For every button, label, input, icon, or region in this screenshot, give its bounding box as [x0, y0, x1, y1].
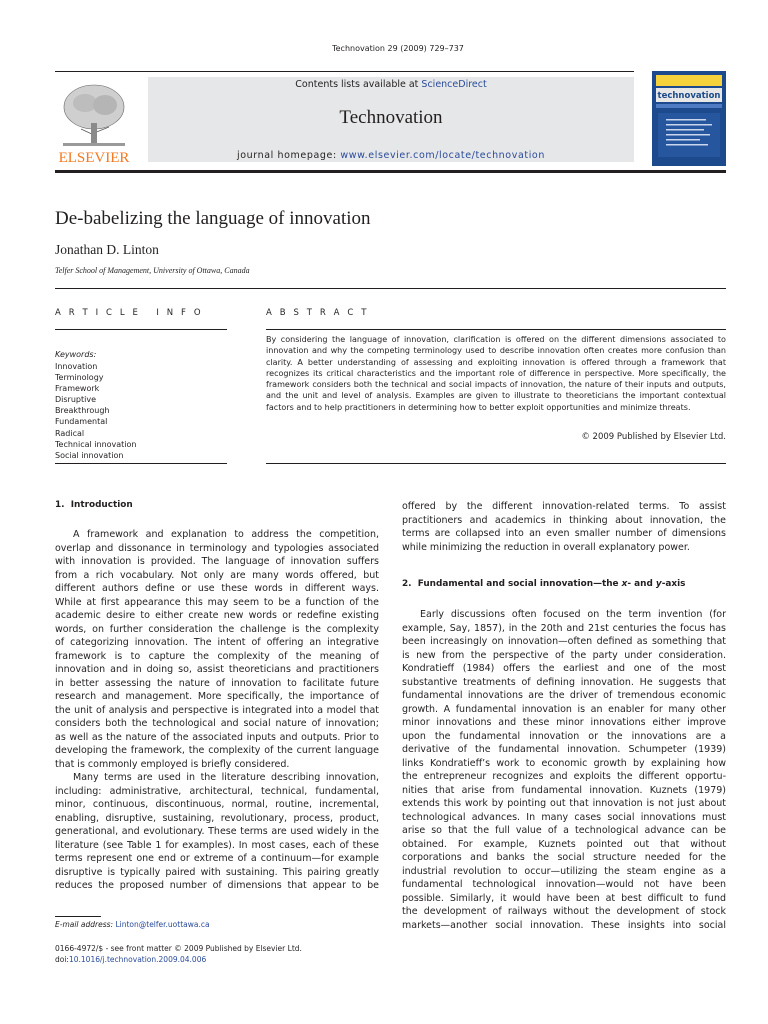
text-line: fundamental innovations are the driver of tremendous economic	[402, 690, 726, 701]
text-line: arise so that the full value of a technological advance can be	[402, 825, 726, 836]
homepage-link[interactable]: www.elsevier.com/locate/technovation	[340, 150, 545, 161]
email-label: E-mail address:	[55, 920, 116, 929]
text-line: links Kondratieff’s work to economic growth by explaining how	[402, 757, 726, 769]
text-line: been increasingly on innovation—often defined as something that	[402, 636, 726, 647]
text-line: framework is to capture the complexity of the meaning of	[55, 650, 379, 662]
doi-link[interactable]: 10.1016/j.technovation.2009.04.006	[68, 955, 207, 964]
text-line: research and management. More specifically, the importance of	[55, 691, 379, 702]
text-line: considers both the technological and social nature of innovation;	[55, 718, 379, 729]
text-line: Kondratieff (1984) offers the earliest and one of the most	[402, 663, 726, 674]
keyword-item: Fundamental	[55, 417, 108, 427]
section2-body	[402, 608, 726, 932]
email-footnote	[55, 920, 210, 929]
section-heading-introduction: 1. Introduction	[55, 500, 133, 510]
text-line: in better assessing the nature of innovation to facilitate future	[55, 677, 379, 689]
header-rule	[55, 71, 634, 72]
cover-title: technovation	[657, 91, 721, 101]
heading-part: -axis	[661, 579, 686, 589]
heading-part: - and	[627, 579, 656, 589]
text-line: upon the fundamental innovation or the innovations are a	[402, 730, 726, 742]
abstract-bottom-rule	[266, 463, 726, 464]
text-line: reduces the proposed number of dimensions that appear to be	[55, 880, 379, 891]
text-line: overlap and dissonance in terminology and typologies associated	[55, 542, 379, 554]
text-line: the entrepreneur recognizes and exploits the different opportu-	[402, 771, 726, 782]
keyword-item: Social innovation	[55, 450, 124, 460]
text-line: substantive treatments of defining innovation. He suggests that	[402, 676, 726, 688]
text-line: including: administrative, architectural, technical, fundamental,	[55, 785, 379, 797]
text-line: terms represent one end or extreme of a continuum—for example	[55, 853, 379, 864]
text-line: is new from the perspective of the party under consideration.	[402, 649, 726, 661]
elsevier-logo	[55, 77, 133, 165]
title-rule	[55, 288, 726, 289]
elsevier-wordmark: ELSEVIER	[58, 150, 130, 165]
text-line: that is commonly employed is briefly considered.	[55, 758, 290, 770]
text-line: generational, and evolutionary. These terms are used widely in the	[55, 826, 379, 837]
masthead-rule	[55, 170, 726, 173]
text-line: extends this work by pointing out that innovation is not just about	[402, 798, 726, 809]
email-link[interactable]: Linton@telfer.uottawa.ca	[115, 920, 210, 929]
author-name: Jonathan D. Linton	[55, 242, 159, 257]
text-line: A framework and explanation to address the competition,	[73, 529, 379, 540]
text-line: growth. A fundamental innovation is an enabler for many other	[402, 703, 726, 715]
journal-cover	[652, 71, 726, 166]
text-line: disruptive is typically paired with sustaining. This pairing greatly	[55, 866, 379, 878]
text-line: nities that arise from fundamental innovation. Kuznets (1979)	[402, 784, 726, 796]
text-line: Early discussions often focused on the term invention (for	[420, 609, 726, 620]
text-line: terms are collapsed into an even smaller number of dimensions	[402, 528, 726, 539]
text-line: from a rich vocabulary. Not only are many words offered, but	[55, 569, 379, 581]
keyword-item: Terminology	[55, 373, 104, 383]
text-line: technological advances. In many cases social innovations must	[402, 811, 726, 823]
text-line: example, Say, 1857), in the 20th and 21st centuries the focus has	[402, 622, 726, 634]
section-heading-fundamental-social	[402, 579, 685, 589]
footnote-rule	[55, 916, 101, 917]
keyword-item: Framework	[55, 384, 100, 394]
article-title: De-babelizing the language of innovation	[55, 208, 371, 229]
text-line: developing the framework, the complexity of the current language	[55, 745, 379, 756]
front-matter-line: 0166-4972/$ - see front matter © 2009 Published by Elsevier Ltd.	[55, 944, 302, 953]
text-line: literature (see Table 1 for examples). In most cases, each of these	[55, 839, 379, 851]
journal-name: Technovation	[339, 107, 443, 128]
journal-citation: Technovation 29 (2009) 729–737	[332, 44, 464, 53]
article-info-bottom-rule	[55, 463, 227, 464]
text-line: practitioners and academics in thinking about innovation, the	[402, 514, 726, 526]
text-line: as well as the nature of the associated inputs and outputs. Prior to	[55, 731, 379, 743]
front-matter	[55, 943, 302, 965]
article-info-heading: A R T I C L E I N F O	[55, 308, 204, 318]
contents-line	[148, 79, 634, 90]
abstract-rule	[266, 329, 726, 330]
doi-line	[55, 954, 302, 965]
contents-prefix: Contents lists available at	[295, 79, 422, 90]
heading-part: x	[621, 579, 628, 589]
sciencedirect-link[interactable]: ScienceDirect	[421, 79, 487, 90]
text-line: possible. Similarly, it would have been at best difficult to fund	[402, 892, 726, 904]
text-line: words, on further consideration the challenge is the complexity	[55, 623, 379, 635]
abstract-text: By considering the language of innovation, clarification is offered on the different dimensions associated to innovation and why the competing terminology used to describe innovation often creates more confusion than clarity. A better understanding of assessing and exploiting innovation is offered through a framework that recognizes its critical characteristics and the important role of difference in perspective. More specifically, the framework considers both the technical and social impacts of innovation, the nature of their inputs and outputs, and the unit and level of analysis. Examples are given to illustrate to theoreticians the important contextual factors and to help practitioners in determining how to better exploit opportunities and minimize threats.	[266, 335, 726, 412]
journal-homepage	[148, 150, 634, 161]
text-line: innovation and in doing so, assist theoreticians and practitioners	[55, 664, 379, 675]
text-line: Many terms are used in the literature describing innovation,	[73, 772, 379, 783]
text-line: with innovation is provided. The language of innovation suffers	[55, 556, 379, 567]
text-line: While at first appearance this may seem to be a function of the	[55, 596, 379, 608]
keyword-item: Disruptive	[55, 395, 97, 405]
text-line: minor innovations and these minor innovations either improve	[402, 717, 726, 728]
text-line: the unit of analysis and perspective is integrated into a model that	[55, 704, 379, 716]
heading-part: 2. Fundamental and social innovation—the	[402, 579, 622, 589]
text-line: corporations and banks the social structure needed for the	[402, 852, 726, 863]
keyword-item: Breakthrough	[55, 406, 110, 416]
text-line: different authors define or use these words in different ways.	[55, 583, 379, 594]
keyword-item: Radical	[55, 428, 85, 438]
keyword-list	[55, 361, 137, 461]
text-line: markets—another social innovation. These insights into social	[402, 919, 726, 931]
keyword-item: Innovation	[55, 362, 98, 371]
doi-prefix: doi:	[55, 955, 69, 964]
text-line: of categorizing innovation. The intent of offering an integrative	[55, 637, 379, 648]
text-line: enabling, disruptive, sustaining, revolutionary, process, product,	[55, 812, 379, 824]
keywords-label: Keywords:	[55, 350, 97, 359]
author-affiliation: Telfer School of Management, University of Ottawa, Canada	[55, 266, 250, 275]
text-line: fundamental technological innovation—would not have been	[402, 879, 726, 890]
abstract-copyright: © 2009 Published by Elsevier Ltd.	[581, 432, 726, 442]
introduction-body	[55, 528, 379, 893]
abstract-heading: A B S T R A C T	[266, 308, 369, 318]
text-line: obtained. For example, Kuznets pointed out that without	[402, 838, 726, 850]
text-line: offered by the different innovation-related terms. To assist	[402, 501, 726, 512]
text-line: industrial revolution to occur—utilizing the steam engine as a	[402, 865, 726, 877]
introduction-continued	[402, 500, 726, 554]
article-info-rule	[55, 329, 227, 330]
text-line: the development of railways without the development of stock	[402, 906, 726, 917]
text-line: minor, continuous, discontinuous, normal, routine, incremental,	[55, 799, 379, 810]
text-line: derivative of the fundamental innovation. Schumpeter (1939)	[402, 744, 726, 755]
keyword-item: Technical innovation	[55, 439, 137, 449]
text-line: academic desire to either create new words or redefine existing	[55, 610, 379, 621]
text-line: while minimizing the reduction in overall explanatory power.	[402, 541, 690, 553]
homepage-prefix: journal homepage:	[237, 150, 341, 161]
heading-part: y	[655, 579, 662, 589]
